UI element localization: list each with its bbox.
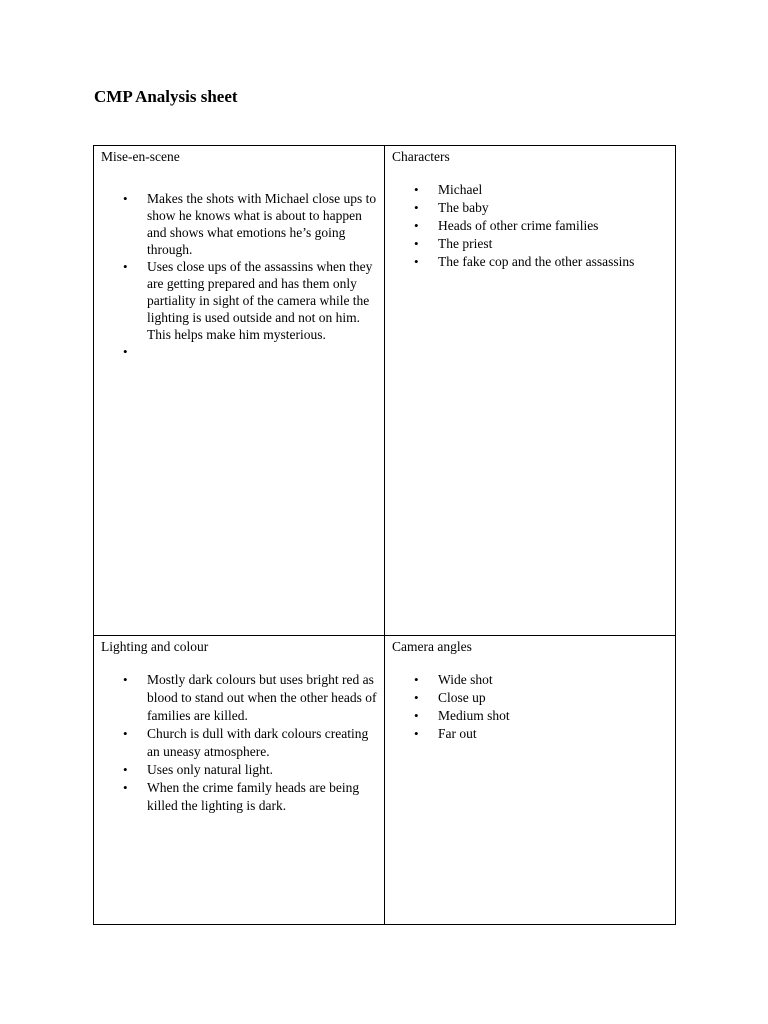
lighting-and-colour-list [101, 671, 377, 815]
bullet-icon: • [414, 254, 419, 269]
list-item-text: When the crime family heads are being killed the lighting is dark. [147, 780, 360, 813]
list-item [392, 235, 668, 253]
list-item-text: Mostly dark colours but uses bright red as blood to stand out when the other heads of families are killed. [147, 672, 377, 723]
list-item-text: Church is dull with dark colours creating an uneasy atmosphere. [147, 726, 369, 759]
bullet-icon: • [123, 762, 128, 777]
cell-heading-mise-en-scene: Mise-en-scene [101, 149, 180, 164]
list-item [101, 779, 377, 815]
bullet-icon: • [414, 726, 419, 741]
list-item [101, 343, 377, 360]
list-item-text: Close up [438, 690, 486, 705]
analysis-table [93, 145, 676, 925]
list-item [392, 253, 668, 271]
list-item-text: Wide shot [438, 672, 493, 687]
bullet-icon: • [123, 672, 128, 687]
list-item [392, 707, 668, 725]
list-item-text: Far out [438, 726, 477, 741]
table-row [94, 636, 676, 925]
cell-heading-camera-angles: Camera angles [392, 639, 472, 654]
cell-mise-en-scene [94, 146, 385, 636]
list-item-text: Michael [438, 182, 483, 197]
cell-lighting-and-colour [94, 636, 385, 925]
list-item-text: Heads of other crime families [438, 218, 599, 233]
list-item [392, 181, 668, 199]
list-item [392, 217, 668, 235]
cell-heading-lighting-and-colour: Lighting and colour [101, 639, 209, 654]
camera-angles-list [392, 671, 668, 743]
bullet-icon: • [123, 191, 128, 206]
list-item [101, 671, 377, 725]
list-item-text: The fake cop and the other assassins [438, 254, 635, 269]
list-item [101, 258, 377, 343]
list-item-text: Uses close ups of the assassins when they are getting prepared and has them only partiality in sight of the camera while the lighting is used outside and not on him. This helps make him mysterious. [147, 259, 373, 342]
bullet-icon: • [414, 690, 419, 705]
list-item [101, 725, 377, 761]
bullet-icon: • [414, 708, 419, 723]
bullet-icon: • [414, 200, 419, 215]
list-item-text: The baby [438, 200, 489, 215]
list-item-text: The priest [438, 236, 493, 251]
list-item [392, 671, 668, 689]
cell-camera-angles [385, 636, 676, 925]
table-row [94, 146, 676, 636]
bullet-icon: • [414, 182, 419, 197]
bullet-icon: • [414, 236, 419, 251]
list-item [392, 725, 668, 743]
characters-list [392, 181, 668, 271]
cell-heading-characters: Characters [392, 149, 450, 164]
list-item [101, 761, 377, 779]
list-item [392, 689, 668, 707]
document-title: CMP Analysis sheet [94, 87, 238, 106]
bullet-icon: • [123, 344, 128, 359]
list-item [101, 190, 377, 258]
list-item-text: Uses only natural light. [147, 762, 273, 777]
bullet-icon: • [123, 780, 128, 795]
bullet-icon: • [123, 726, 128, 741]
cell-characters [385, 146, 676, 636]
mise-en-scene-list [101, 190, 377, 360]
list-item-text: Medium shot [438, 708, 510, 723]
bullet-icon: • [123, 259, 128, 274]
bullet-icon: • [414, 218, 419, 233]
list-item [392, 199, 668, 217]
list-item-text: Makes the shots with Michael close ups to show he knows what is about to happen and shows what emotions he’s going through. [147, 191, 377, 257]
bullet-icon: • [414, 672, 419, 687]
